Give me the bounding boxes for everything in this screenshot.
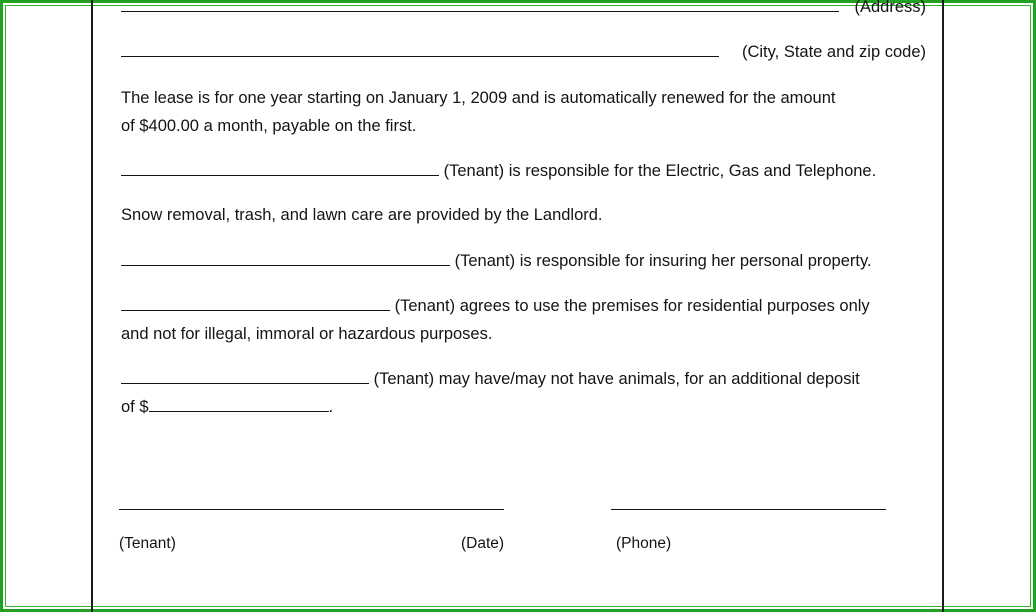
date-signature-label: (Date) — [461, 535, 505, 552]
animals-text: (Tenant) may have/may not have animals, for an additional deposit — [373, 370, 860, 388]
address-blank[interactable] — [121, 0, 839, 12]
tenant-signature-line[interactable] — [119, 509, 504, 510]
city-blank[interactable] — [121, 40, 719, 57]
deposit-prefix: of $ — [121, 398, 149, 416]
premises-text: (Tenant) agrees to use the premises for residential purposes only — [394, 297, 870, 315]
phone-signature-line[interactable] — [611, 509, 886, 510]
utilities-tenant-blank[interactable] — [121, 159, 439, 176]
deposit-row — [121, 393, 926, 421]
premises-line-2: and not for illegal, immoral or hazardous purposes. — [121, 325, 493, 343]
premises-row — [121, 292, 926, 320]
phone-signature-label: (Phone) — [616, 535, 672, 552]
snow-row: Snow removal, trash, and lawn care are provided by the Landlord. — [121, 206, 603, 224]
city-row — [121, 38, 926, 66]
insurance-row — [121, 247, 926, 275]
lease-line-2: of $400.00 a month, payable on the first. — [121, 117, 417, 135]
city-label: (City, State and zip code) — [741, 43, 926, 61]
page-right-edge — [942, 0, 944, 612]
lease-line-1: The lease is for one year starting on January 1, 2009 and is automatically renewed for the amount — [121, 89, 836, 107]
utilities-text: (Tenant) is responsible for the Electric, Gas and Telephone. — [443, 162, 877, 180]
utilities-row — [121, 157, 926, 185]
address-label: (Address) — [854, 0, 926, 16]
deposit-suffix: . — [328, 398, 334, 416]
address-row — [121, 0, 926, 21]
deposit-blank[interactable] — [149, 395, 329, 412]
insurance-text: (Tenant) is responsible for insuring her personal property. — [454, 252, 872, 270]
insurance-tenant-blank[interactable] — [121, 249, 450, 266]
tenant-signature-label: (Tenant) — [119, 535, 176, 552]
animals-tenant-blank[interactable] — [121, 367, 369, 384]
animals-row — [121, 365, 926, 393]
premises-tenant-blank[interactable] — [121, 294, 390, 311]
page-left-edge — [91, 0, 93, 612]
